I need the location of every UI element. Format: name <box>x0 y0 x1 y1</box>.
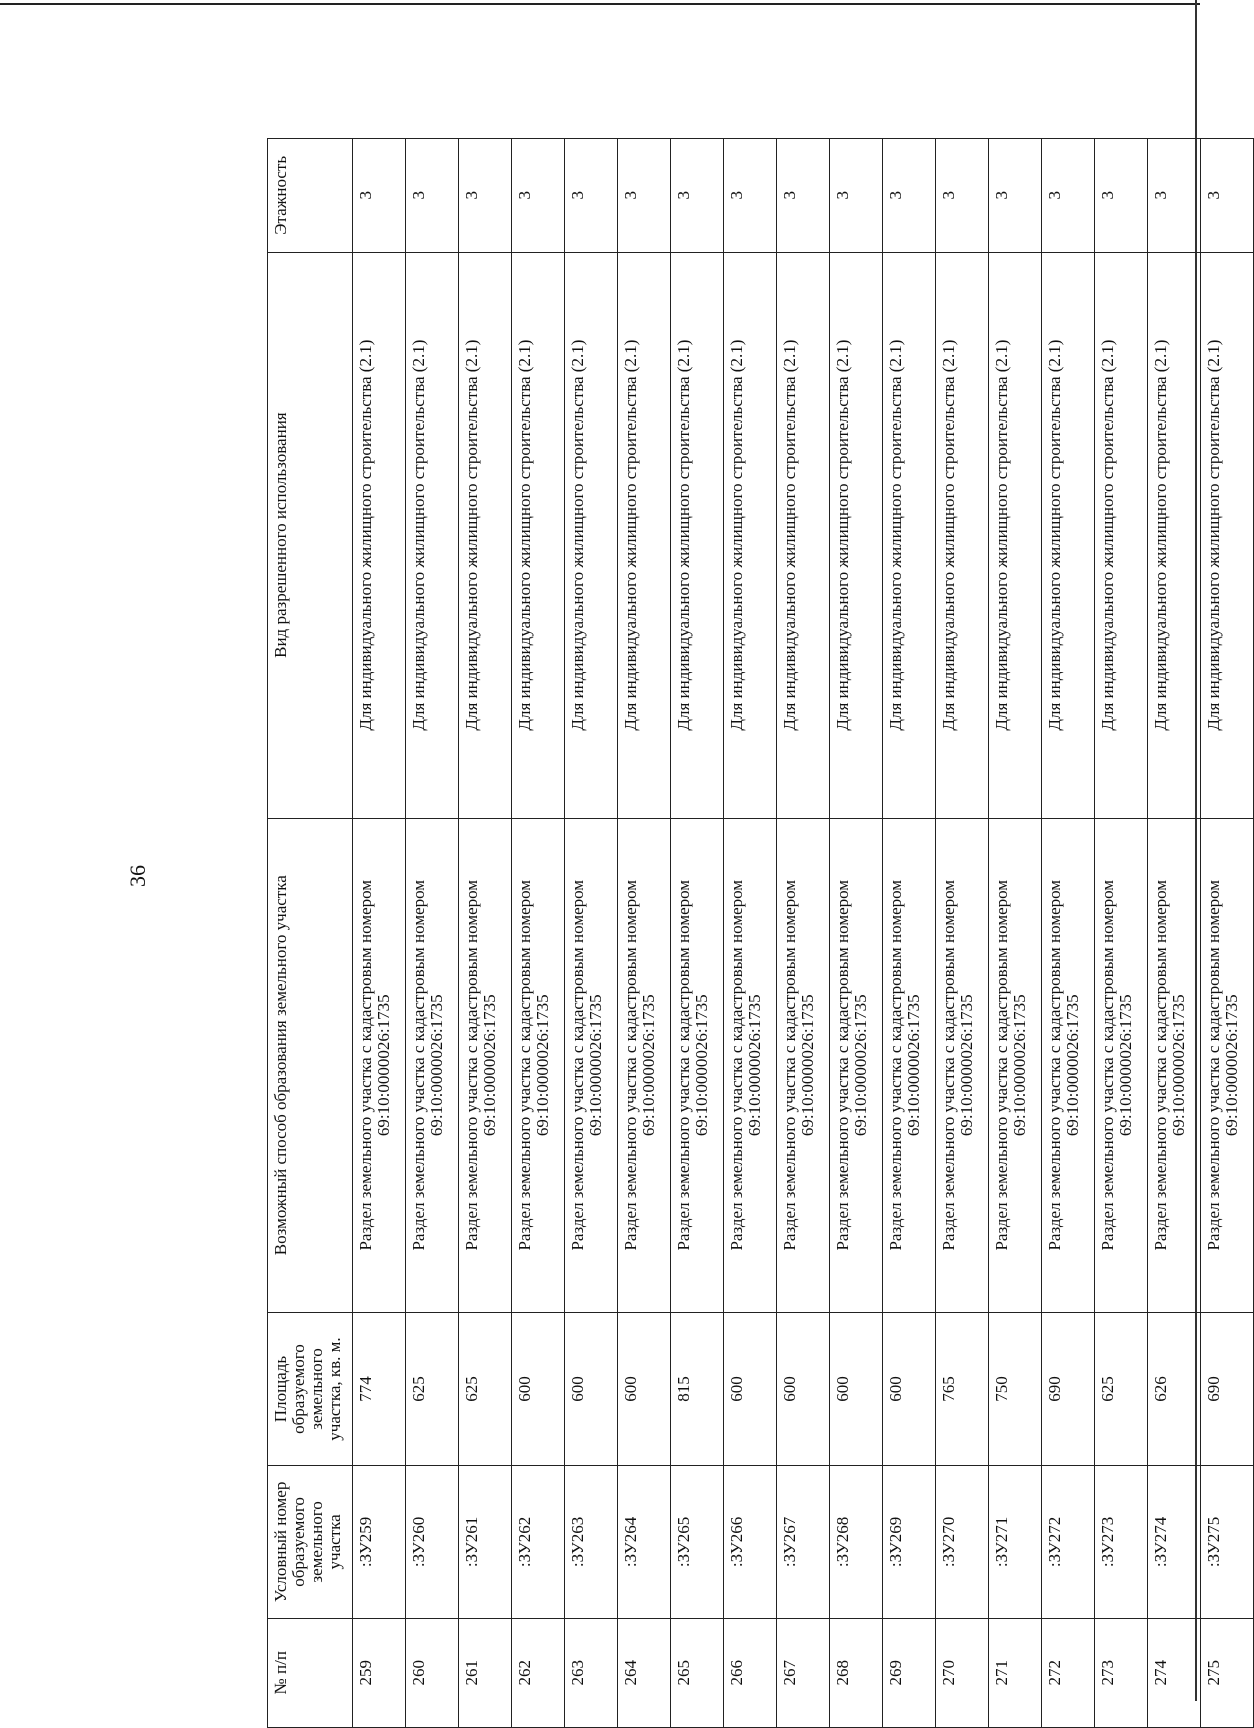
cell-code: :ЗУ270 <box>936 1466 989 1618</box>
cell-num: 263 <box>565 1618 618 1727</box>
table-row <box>883 139 936 1728</box>
table-row <box>936 139 989 1728</box>
cell-num: 267 <box>777 1618 830 1727</box>
cell-code: :ЗУ266 <box>724 1466 777 1618</box>
cell-method: Раздел земельного участка с кадастровым номером 69:10:0000026:1735 <box>1201 818 1254 1312</box>
cell-floors: 3 <box>989 139 1042 253</box>
cell-use: Для индивидуального жилищного строительства (2.1) <box>1148 252 1201 818</box>
table-body <box>353 139 1254 1728</box>
table-row <box>512 139 565 1728</box>
cell-use: Для индивидуального жилищного строительства (2.1) <box>936 252 989 818</box>
cell-area: 690 <box>1201 1312 1254 1466</box>
cell-method: Раздел земельного участка с кадастровым номером 69:10:0000026:1735 <box>883 818 936 1312</box>
cell-code: :ЗУ260 <box>406 1466 459 1618</box>
cell-floors: 3 <box>724 139 777 253</box>
cell-use: Для индивидуального жилищного строительства (2.1) <box>618 252 671 818</box>
table-row <box>830 139 883 1728</box>
cell-floors: 3 <box>936 139 989 253</box>
cell-num: 273 <box>1095 1618 1148 1727</box>
cell-method: Раздел земельного участка с кадастровым номером 69:10:0000026:1735 <box>724 818 777 1312</box>
cell-use: Для индивидуального жилищного строительства (2.1) <box>565 252 618 818</box>
cell-num: 275 <box>1201 1618 1254 1727</box>
cell-code: :ЗУ269 <box>883 1466 936 1618</box>
table-row <box>1042 139 1095 1728</box>
cell-area: 765 <box>936 1312 989 1466</box>
cell-use: Для индивидуального жилищного строительства (2.1) <box>777 252 830 818</box>
cell-code: :ЗУ275 <box>1201 1466 1254 1618</box>
cell-method: Раздел земельного участка с кадастровым номером 69:10:0000026:1735 <box>1095 818 1148 1312</box>
cell-area: 625 <box>459 1312 512 1466</box>
land-plots-table <box>267 138 1254 1728</box>
table-row <box>989 139 1042 1728</box>
table-row <box>459 139 512 1728</box>
cell-area: 600 <box>512 1312 565 1466</box>
cell-num: 262 <box>512 1618 565 1727</box>
cell-num: 272 <box>1042 1618 1095 1727</box>
cell-use: Для индивидуального жилищного строительства (2.1) <box>989 252 1042 818</box>
cell-num: 274 <box>1148 1618 1201 1727</box>
cell-code: :ЗУ263 <box>565 1466 618 1618</box>
table-row <box>671 139 724 1728</box>
cell-method: Раздел земельного участка с кадастровым номером 69:10:0000026:1735 <box>936 818 989 1312</box>
cell-use: Для индивидуального жилищного строительства (2.1) <box>724 252 777 818</box>
cell-method: Раздел земельного участка с кадастровым номером 69:10:0000026:1735 <box>1042 818 1095 1312</box>
cell-floors: 3 <box>406 139 459 253</box>
cell-code: :ЗУ265 <box>671 1466 724 1618</box>
header-area: Площадь образуемого земельного участка, кв. м. <box>268 1312 353 1466</box>
cell-use: Для индивидуального жилищного строительства (2.1) <box>1095 252 1148 818</box>
table-row <box>565 139 618 1728</box>
cell-use: Для индивидуального жилищного строительства (2.1) <box>1042 252 1095 818</box>
cell-code: :ЗУ261 <box>459 1466 512 1618</box>
table-row <box>406 139 459 1728</box>
cell-floors: 3 <box>671 139 724 253</box>
cell-use: Для индивидуального жилищного строительства (2.1) <box>512 252 565 818</box>
cell-method: Раздел земельного участка с кадастровым номером 69:10:0000026:1735 <box>777 818 830 1312</box>
cell-code: :ЗУ274 <box>1148 1466 1201 1618</box>
cell-floors: 3 <box>883 139 936 253</box>
cell-num: 259 <box>353 1618 406 1727</box>
table-header-row <box>268 139 353 1728</box>
cell-use: Для индивидуального жилищного строительства (2.1) <box>459 252 512 818</box>
table-row <box>618 139 671 1728</box>
page-number: 36 <box>125 865 150 887</box>
cell-area: 600 <box>724 1312 777 1466</box>
cell-method: Раздел земельного участка с кадастровым номером 69:10:0000026:1735 <box>618 818 671 1312</box>
cell-floors: 3 <box>830 139 883 253</box>
cell-num: 269 <box>883 1618 936 1727</box>
cell-method: Раздел земельного участка с кадастровым номером 69:10:0000026:1735 <box>353 818 406 1312</box>
cell-floors: 3 <box>512 139 565 253</box>
cell-method: Раздел земельного участка с кадастровым номером 69:10:0000026:1735 <box>406 818 459 1312</box>
cell-code: :ЗУ267 <box>777 1466 830 1618</box>
cell-area: 750 <box>989 1312 1042 1466</box>
cell-floors: 3 <box>618 139 671 253</box>
header-use: Вид разрешенного использования <box>268 252 353 818</box>
cell-method: Раздел земельного участка с кадастровым номером 69:10:0000026:1735 <box>830 818 883 1312</box>
cell-area: 600 <box>618 1312 671 1466</box>
cell-floors: 3 <box>1095 139 1148 253</box>
cell-floors: 3 <box>353 139 406 253</box>
cell-method: Раздел земельного участка с кадастровым номером 69:10:0000026:1735 <box>565 818 618 1312</box>
header-floors: Этажность <box>268 139 353 253</box>
cell-floors: 3 <box>1148 139 1201 253</box>
cell-num: 264 <box>618 1618 671 1727</box>
cell-num: 270 <box>936 1618 989 1727</box>
table-row <box>1148 139 1201 1728</box>
header-code: Условный номер образуемого земельного участка <box>268 1466 353 1618</box>
cell-code: :ЗУ268 <box>830 1466 883 1618</box>
table-row <box>1201 139 1254 1728</box>
cell-num: 266 <box>724 1618 777 1727</box>
cell-use: Для индивидуального жилищного строительства (2.1) <box>671 252 724 818</box>
cell-method: Раздел земельного участка с кадастровым номером 69:10:0000026:1735 <box>512 818 565 1312</box>
cell-area: 815 <box>671 1312 724 1466</box>
table-container <box>267 138 1241 1728</box>
table-row <box>777 139 830 1728</box>
cell-area: 774 <box>353 1312 406 1466</box>
cell-area: 625 <box>406 1312 459 1466</box>
cell-area: 600 <box>830 1312 883 1466</box>
cell-use: Для индивидуального жилищного строительства (2.1) <box>1201 252 1254 818</box>
cell-use: Для индивидуального жилищного строительства (2.1) <box>406 252 459 818</box>
cell-floors: 3 <box>1042 139 1095 253</box>
cell-area: 600 <box>565 1312 618 1466</box>
table-row <box>353 139 406 1728</box>
table-row <box>724 139 777 1728</box>
scan-edge-top <box>0 3 1200 5</box>
cell-code: :ЗУ259 <box>353 1466 406 1618</box>
cell-area: 690 <box>1042 1312 1095 1466</box>
cell-num: 260 <box>406 1618 459 1727</box>
cell-num: 271 <box>989 1618 1042 1727</box>
cell-num: 265 <box>671 1618 724 1727</box>
cell-floors: 3 <box>565 139 618 253</box>
cell-code: :ЗУ271 <box>989 1466 1042 1618</box>
cell-area: 600 <box>777 1312 830 1466</box>
cell-num: 261 <box>459 1618 512 1727</box>
cell-code: :ЗУ262 <box>512 1466 565 1618</box>
cell-area: 625 <box>1095 1312 1148 1466</box>
cell-code: :ЗУ273 <box>1095 1466 1148 1618</box>
cell-use: Для индивидуального жилищного строительства (2.1) <box>353 252 406 818</box>
cell-code: :ЗУ264 <box>618 1466 671 1618</box>
cell-method: Раздел земельного участка с кадастровым номером 69:10:0000026:1735 <box>989 818 1042 1312</box>
header-num: № п/п <box>268 1618 353 1727</box>
header-method: Возможный способ образования земельного участка <box>268 818 353 1312</box>
cell-method: Раздел земельного участка с кадастровым номером 69:10:0000026:1735 <box>1148 818 1201 1312</box>
cell-floors: 3 <box>1201 139 1254 253</box>
table-row <box>1095 139 1148 1728</box>
cell-method: Раздел земельного участка с кадастровым номером 69:10:0000026:1735 <box>459 818 512 1312</box>
cell-code: :ЗУ272 <box>1042 1466 1095 1618</box>
cell-area: 600 <box>883 1312 936 1466</box>
cell-num: 268 <box>830 1618 883 1727</box>
cell-method: Раздел земельного участка с кадастровым номером 69:10:0000026:1735 <box>671 818 724 1312</box>
cell-floors: 3 <box>777 139 830 253</box>
cell-use: Для индивидуального жилищного строительства (2.1) <box>883 252 936 818</box>
cell-floors: 3 <box>459 139 512 253</box>
cell-area: 626 <box>1148 1312 1201 1466</box>
cell-use: Для индивидуального жилищного строительства (2.1) <box>830 252 883 818</box>
